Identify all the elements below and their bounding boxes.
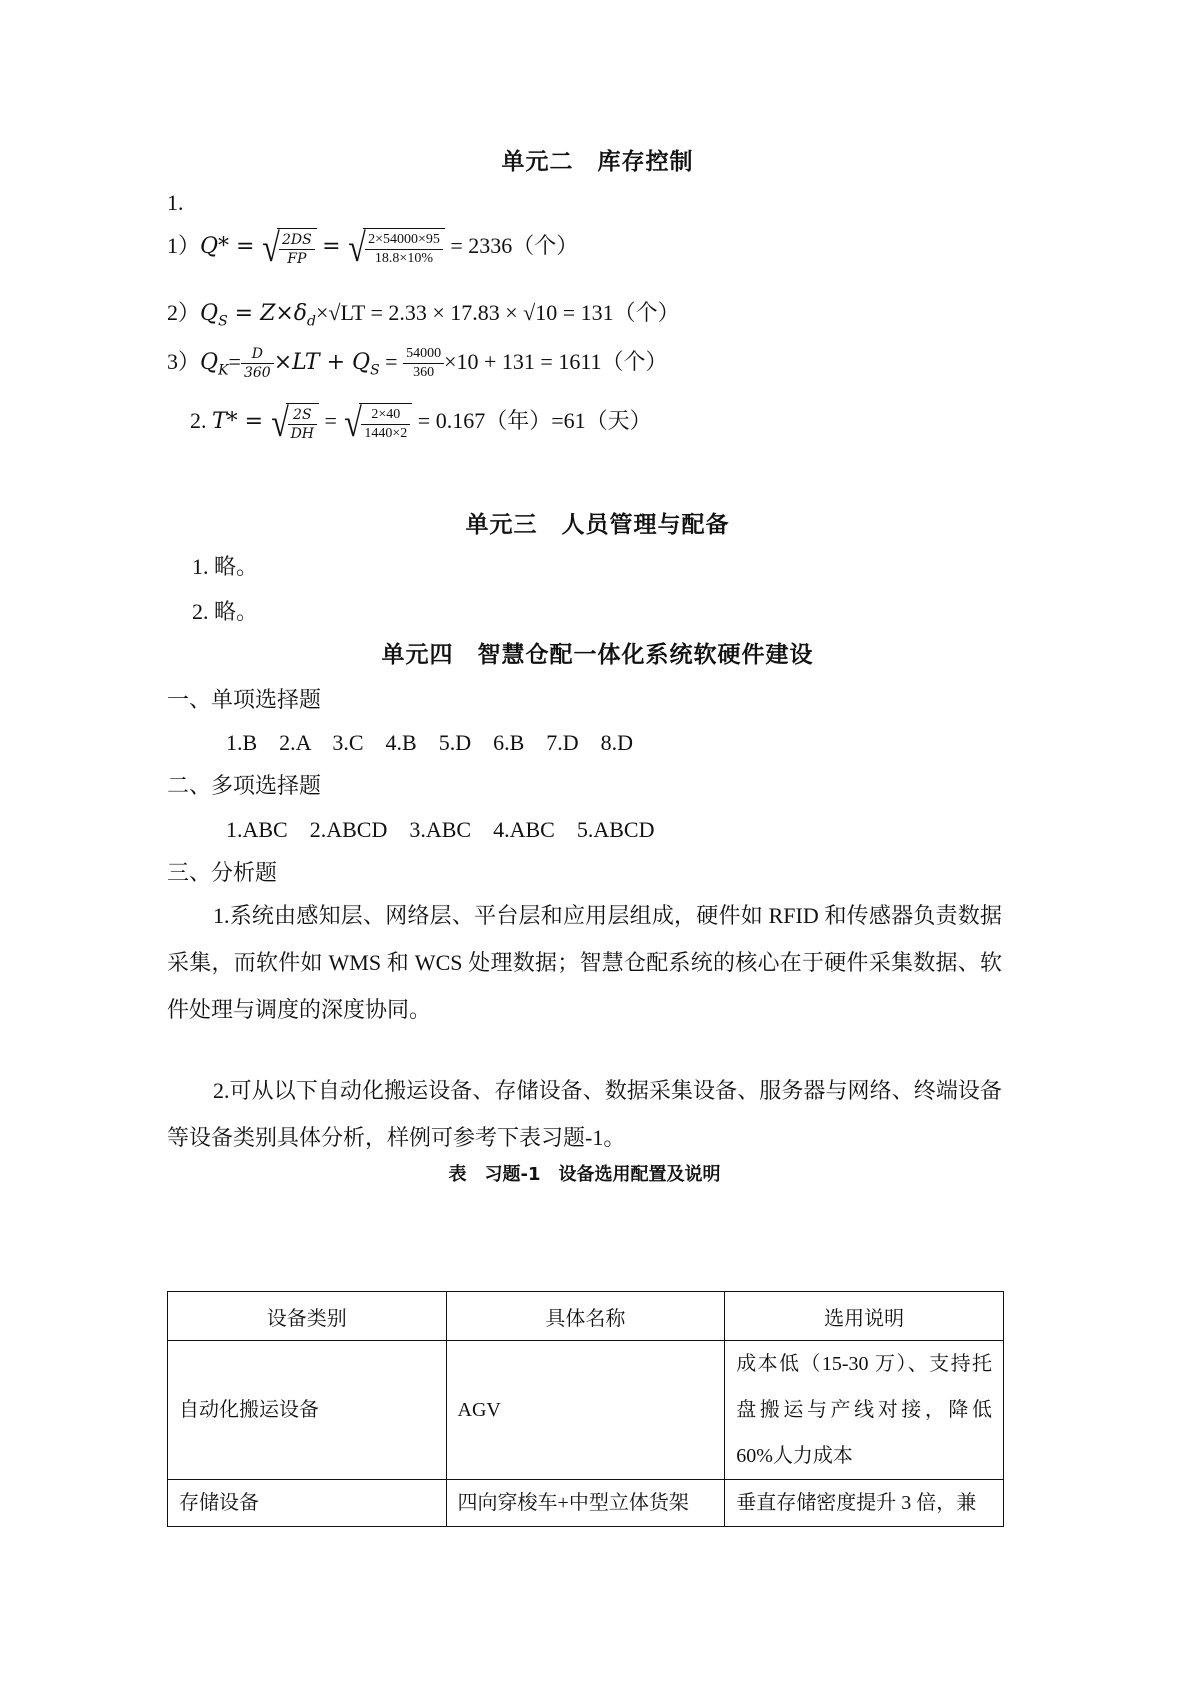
device-table (167, 1291, 1004, 1527)
formula-2-sub2: d (307, 313, 317, 330)
unit3-item-1: 1. 略。 (192, 554, 259, 579)
section-single-choice: 一、单项选择题 (167, 687, 322, 712)
table-header-category: 设备类别 (168, 1292, 447, 1341)
formula-4 (190, 400, 652, 445)
formula-2-prefix: 2） (167, 300, 201, 325)
sqrt-icon: √ (270, 400, 289, 445)
section-multi-choice: 二、多项选择题 (167, 773, 322, 798)
formula-2-part2: ×√LT = 2.33 × 17.83 × √10 = 131（个） (316, 300, 680, 325)
multi-choice-answers: 1.ABC 2.ABCD 3.ABC 4.ABC 5.ABCD (226, 817, 655, 842)
formula-3-frac1: $\frac{D}{360}$ (241, 345, 274, 382)
table-row (168, 1341, 1004, 1480)
table-header-name: 具体名称 (446, 1292, 725, 1341)
formula-1-result: = 2336（个） (450, 233, 579, 259)
formula-3-result: ×10 + 131 = 1611（个） (444, 349, 668, 374)
table-cell: AGV (446, 1341, 725, 1480)
question-1-label: 1. (167, 190, 184, 215)
formula-1-frac1: $\frac{2DS}{FP}$ (279, 231, 315, 268)
table-cell: 自动化搬运设备 (168, 1341, 447, 1480)
formula-1-eq: = (322, 234, 341, 260)
table-cell: 垂直存储密度提升 3 倍，兼 (725, 1480, 1004, 1527)
unit4-title: 单元四 智慧仓配一体化系统软硬件建设 (381, 642, 814, 668)
formula-4-frac1: $\frac{2S}{DH}$ (288, 406, 317, 443)
analysis-paragraph-2: 2.可从以下自动化搬运设备、存储设备、数据采集设备、服务器与网络、终端设备等设备类别具体分析，样例可参考下表习题-1。 (167, 1078, 1002, 1150)
formula-3-eq: = (228, 349, 241, 374)
formula-3-q: Q (200, 350, 219, 375)
formula-3-prefix: 3） (167, 349, 201, 374)
formula-2 (167, 296, 680, 329)
formula-3 (167, 345, 668, 382)
formula-1-prefix: 1） (167, 233, 201, 259)
analysis-paragraph-1: 1.系统由感知层、网络层、平台层和应用层组成，硬件如 RFID 和传感器负责数据采集，而软件如 WMS 和 WCS 处理数据；智慧仓配系统的核心在于硬件采集数据、软件处理与调度的深度协同。 (167, 903, 1002, 1022)
table-header-notes: 选用说明 (725, 1292, 1004, 1341)
formula-1-frac2: $\frac{2\times 54000\times 95}{18.8\times 10\%}$ (365, 231, 443, 268)
unit3-item-2: 2. 略。 (192, 599, 259, 624)
formula-3-eq2: = (379, 349, 404, 374)
formula-4-frac2: $\frac{2\times 40}{1440\times 2}$ (361, 406, 410, 443)
table-header-row (168, 1292, 1004, 1341)
table-row (168, 1480, 1004, 1527)
table-cell: 成本低（15-30 万）、支持托盘搬运与产线对接，降低 60%人力成本 (725, 1341, 1004, 1480)
formula-1 (167, 225, 579, 270)
formula-4-lhs: T* = (212, 409, 264, 435)
formula-3-frac2: $\frac{54000}{360}$ (403, 345, 444, 382)
unit2-title: 单元二 库存控制 (501, 149, 694, 175)
sqrt-icon: √ (262, 225, 280, 270)
formula-2-part1: = Z×δ (227, 301, 308, 326)
table-caption: 表 习题-1 设备选用配置及说明 (448, 1164, 721, 1185)
formula-2-q: Q (200, 301, 219, 326)
sqrt-icon: √ (348, 225, 366, 270)
formula-3-sub: K (218, 362, 229, 379)
formula-2-sub: S (218, 313, 228, 330)
single-choice-answers: 1.B 2.A 3.C 4.B 5.D 6.B 7.D 8.D (226, 730, 634, 755)
formula-4-prefix: 2. (190, 408, 207, 434)
formula-4-result: = 0.167（年）=61（天） (417, 408, 652, 434)
formula-1-lhs: Q* = (200, 234, 255, 260)
formula-3-sub2: S (370, 362, 380, 379)
sqrt-icon: √ (344, 400, 363, 445)
unit3-title: 单元三 人员管理与配备 (465, 512, 730, 538)
table-cell: 存储设备 (168, 1480, 447, 1527)
formula-4-eq: = (324, 408, 337, 434)
formula-3-mid: ×LT + Q (273, 350, 371, 375)
section-analysis: 三、分析题 (167, 860, 278, 885)
table-cell: 四向穿梭车+中型立体货架 (446, 1480, 725, 1527)
